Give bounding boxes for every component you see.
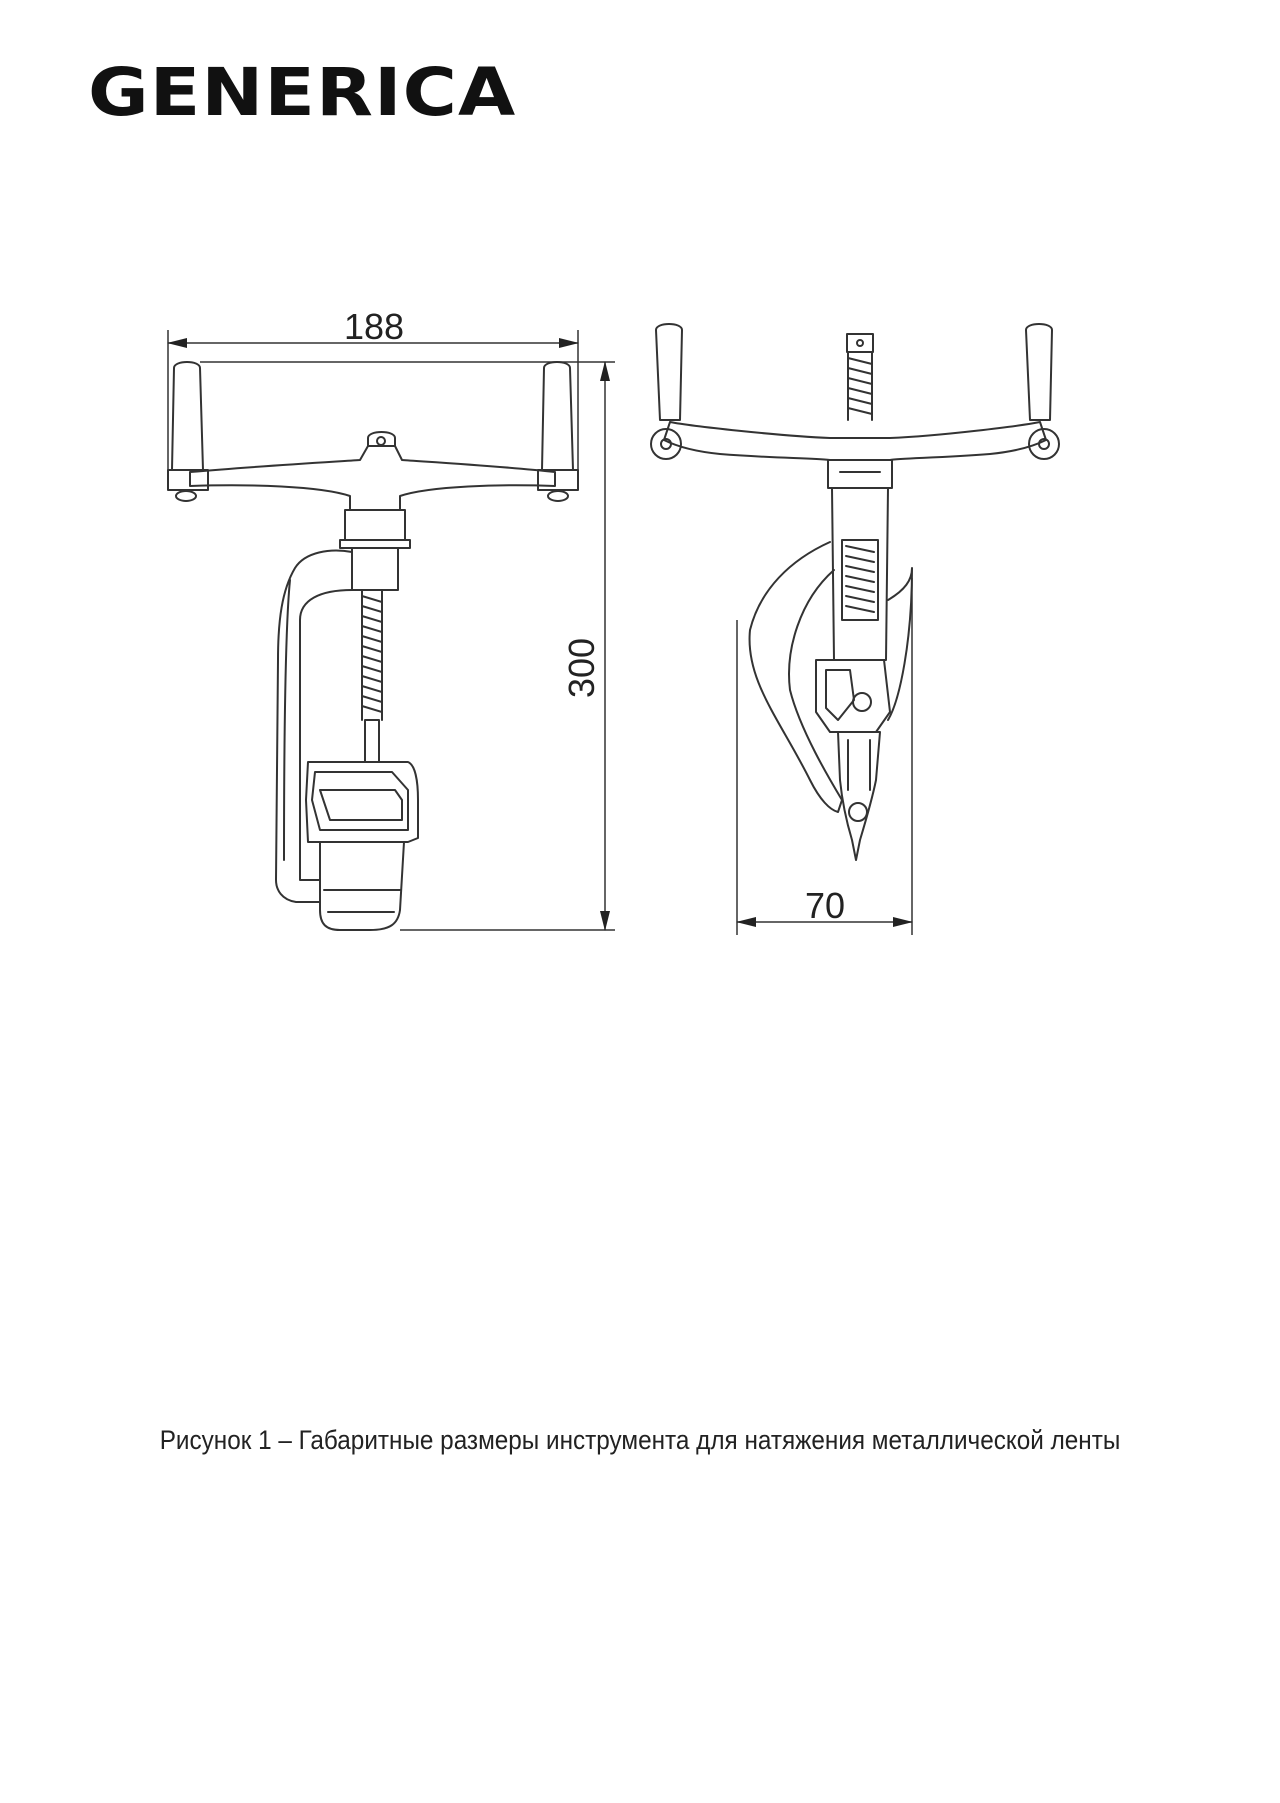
- front-bottom-nose: [320, 842, 404, 930]
- front-dimensions: [168, 330, 615, 930]
- dimension-width-label: 188: [343, 306, 405, 347]
- dimension-height-label: 300: [561, 637, 602, 699]
- front-crossbar: [190, 446, 555, 510]
- side-right-handle: [1026, 324, 1052, 420]
- side-collar: [828, 460, 892, 488]
- side-lever-arm: [750, 542, 842, 812]
- dimension-depth-label: 70: [804, 885, 846, 926]
- front-top-lug: [368, 432, 395, 446]
- side-crossbar: [664, 422, 1046, 460]
- brand-logo: GENERICA: [88, 54, 517, 131]
- front-screw-thread: [362, 590, 382, 762]
- front-upper-block: [352, 548, 398, 590]
- figure-caption: Рисунок 1 – Габаритные размеры инструмента для натяжения металлической ленты: [159, 1425, 1121, 1455]
- front-left-handle: [172, 362, 203, 470]
- front-collar: [345, 510, 405, 540]
- side-lower-jaws: [838, 732, 880, 860]
- front-view: [168, 362, 578, 930]
- side-body-column: [832, 488, 888, 660]
- side-left-handle: [656, 324, 682, 420]
- front-right-handle: [542, 362, 573, 470]
- side-top-screw: [847, 334, 873, 420]
- side-view: [651, 324, 1059, 860]
